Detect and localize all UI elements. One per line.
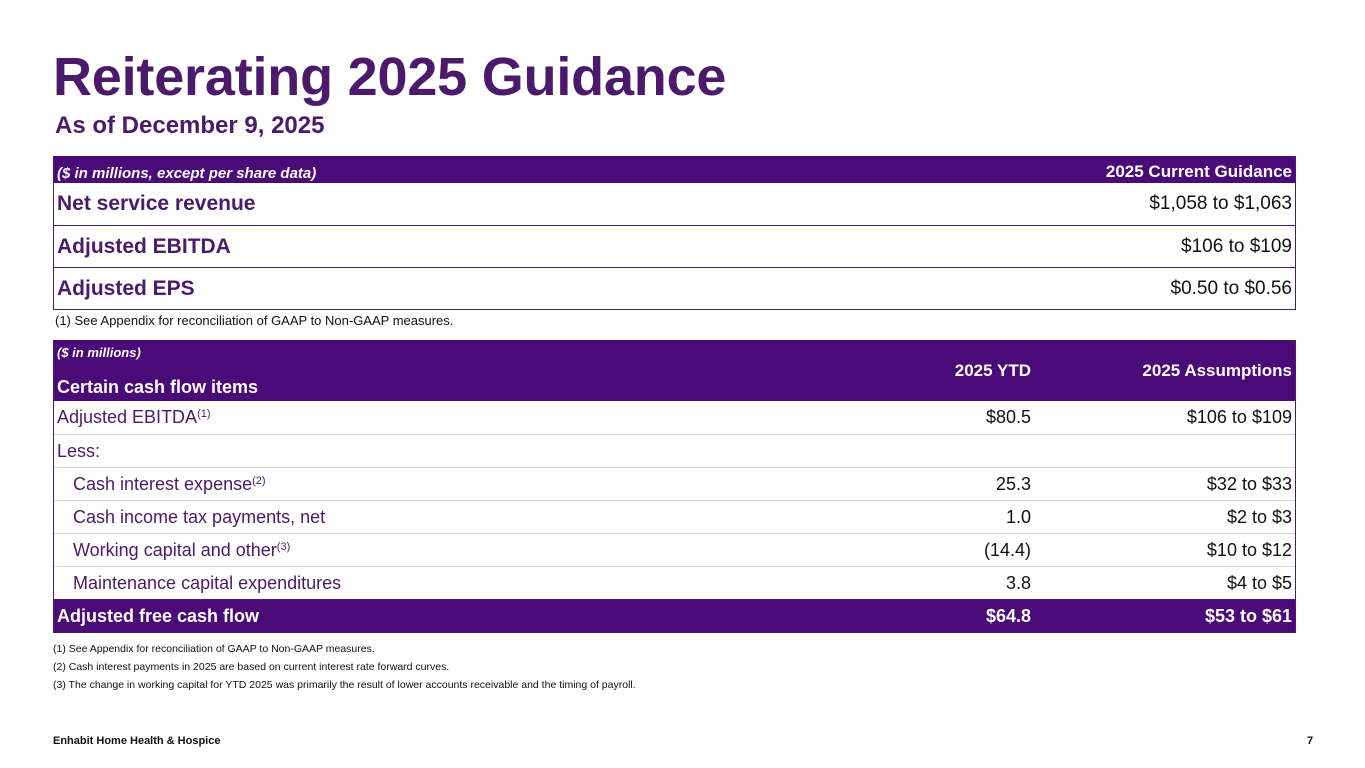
page-title: Reiterating 2025 Guidance <box>53 47 727 107</box>
row-label: Net service revenue <box>57 192 256 215</box>
column-header-ytd: 2025 YTD <box>954 361 1031 380</box>
footnote-ref: (2) <box>252 475 266 487</box>
guidance-table <box>53 156 1296 310</box>
assumption-value: $106 to $109 <box>1186 407 1292 427</box>
footnote-2: (2) Cash interest payments in 2025 are based on current interest rate forward curves. <box>53 661 450 673</box>
row-label: Adjusted EBITDA <box>57 234 231 258</box>
assumption-value: $2 to $3 <box>1226 507 1292 527</box>
ytd-value: (14.4) <box>983 540 1031 560</box>
total-row <box>54 599 1295 632</box>
row-label: Less: <box>57 441 101 461</box>
column-header-assumptions: 2025 Assumptions <box>1142 361 1292 380</box>
row-value: $1,058 to $1,063 <box>1149 193 1292 214</box>
assumption-value: $32 to $33 <box>1206 474 1292 494</box>
table-row <box>54 533 1295 566</box>
ytd-value: 3.8 <box>1005 573 1031 593</box>
row-label: Maintenance capital expenditures <box>73 573 342 593</box>
page-subtitle: As of December 9, 2025 <box>55 112 325 139</box>
assumption-value: $10 to $12 <box>1206 540 1292 560</box>
total-assumption-value: $53 to $61 <box>1204 606 1292 626</box>
page-number: 7 <box>1307 735 1314 747</box>
column-header: 2025 Current Guidance <box>1105 162 1292 181</box>
cash-flow-table-header <box>54 341 1295 401</box>
row-label: Cash interest expense$^{(2)}$ <box>73 474 266 494</box>
table-row <box>54 225 1295 267</box>
ytd-value: 1.0 <box>1005 507 1031 527</box>
table-row <box>54 500 1295 533</box>
row-value: $106 to $109 <box>1181 235 1292 257</box>
guidance-note: (1) See Appendix for reconciliation of GAAP to Non-GAAP measures. <box>55 313 454 328</box>
cash-flow-table <box>53 340 1296 633</box>
row-label: Cash income tax payments, net <box>73 507 326 527</box>
footnote-3: (3) The change in working capital for YTD 2025 was primarily the result of lower accounts receivable and the timing of payroll. <box>53 679 636 691</box>
footnote-ref: (3) <box>276 541 291 553</box>
footer-brand: Enhabit Home Health & Hospice <box>53 735 221 747</box>
row-label: Working capital and other$^{(3)}$ <box>73 540 291 560</box>
units-label: ($ in millions) <box>57 345 141 360</box>
table-row <box>54 267 1295 309</box>
table-row <box>54 183 1295 225</box>
table-row <box>54 401 1295 434</box>
table-row <box>54 566 1295 599</box>
row-label: Adjusted EPS <box>57 276 195 300</box>
assumption-value: $4 to $5 <box>1226 573 1292 593</box>
total-label: Adjusted free cash flow <box>57 606 260 626</box>
footnote-ref: (1) <box>197 408 211 420</box>
ytd-value: 25.3 <box>995 474 1031 494</box>
footnote-1: (1) See Appendix for reconciliation of GAAP to Non-GAAP measures. <box>53 643 375 655</box>
guidance-table-header <box>54 157 1295 183</box>
row-label: Adjusted EBITDA$^{(1)}$ <box>57 407 211 427</box>
cash-flow-table-body <box>54 401 1295 599</box>
guidance-table-body <box>54 183 1295 309</box>
table-row <box>54 467 1295 500</box>
total-ytd-value: $64.8 <box>985 606 1031 626</box>
row-value: $0.50 to $0.56 <box>1170 277 1292 299</box>
table-caption: Certain cash flow items <box>57 377 259 397</box>
ytd-value: $80.5 <box>985 407 1031 427</box>
units-label: ($ in millions, except per share data) <box>57 165 317 182</box>
table-row <box>54 434 1295 467</box>
